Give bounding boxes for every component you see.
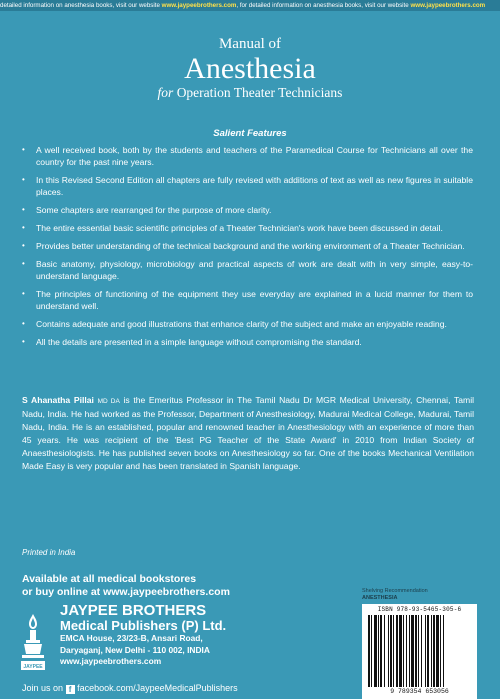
availability bbox=[22, 573, 230, 599]
book-subtitle bbox=[0, 85, 500, 101]
feature-item bbox=[22, 222, 473, 234]
bullet-icon: • bbox=[22, 259, 25, 268]
author-qualifications: MD DA bbox=[97, 398, 120, 405]
feature-item bbox=[22, 288, 473, 312]
bullet-icon: • bbox=[22, 241, 25, 250]
feature-text: Some chapters are rearranged for the purpose of more clarity. bbox=[36, 205, 272, 215]
subtitle-for: for bbox=[157, 85, 174, 100]
feature-text: A well received book, both by the students and teachers of the Paramedical Course for Technicians all over the country for the past nine years. bbox=[36, 145, 473, 167]
top-banner bbox=[0, 0, 500, 11]
publisher-name: JAYPEE BROTHERS bbox=[60, 602, 207, 619]
publisher-address-2: Daryaganj, New Delhi - 110 002, INDIA bbox=[60, 644, 210, 655]
author-bio bbox=[22, 394, 474, 473]
book-title: Anesthesia bbox=[184, 52, 316, 85]
feature-item bbox=[22, 144, 473, 168]
publisher-website[interactable]: www.jaypeebrothers.com bbox=[60, 656, 162, 666]
feature-item bbox=[22, 240, 473, 252]
shelving-recommendation bbox=[362, 588, 428, 602]
feature-text: Provides better understanding of the technical background and the working environment of a Theater Technician. bbox=[36, 241, 465, 251]
title-manual-of: Manual of bbox=[218, 36, 282, 52]
feature-text: All the details are presented in a simple language without compromising the standard. bbox=[36, 337, 362, 347]
bullet-icon: • bbox=[22, 175, 25, 184]
feature-item bbox=[22, 258, 473, 282]
bullet-icon: • bbox=[22, 319, 25, 328]
top-banner-text: detailed information on anesthesia books, visit our website bbox=[0, 2, 162, 9]
feature-text: In this Revised Second Edition all chapters are fully revised with additions of text as well as new figures in suitable places. bbox=[36, 175, 473, 197]
feature-item bbox=[22, 318, 473, 330]
author-bio-text: is the Emeritus Professor in The Tamil Nadu Dr MGR Medical University, Chennai, Tamil Nadu, India. He had worked as the Professor, Department of Anesthesiology, Madurai Medical College, Madurai, Tamil Nadu, India. He is an established, popular and renowned teacher in Anesthesiology with an experience of more than 45 years. He was recipient of the 'Best PG Teacher of the State Award' in 2010 from Indian Society of Anaesthesiologists. He has published seven books on Anesthesiology so far. One of the books Mechanical Ventilation Made Easy is very popular and has been translated in Spanish language. bbox=[22, 395, 475, 471]
publisher-block bbox=[60, 603, 300, 668]
publisher-logo-icon bbox=[20, 608, 46, 672]
feature-item bbox=[22, 336, 473, 348]
barcode bbox=[362, 604, 477, 699]
bullet-icon: • bbox=[22, 205, 25, 214]
publisher-address-1: EMCA House, 23/23-B, Ansari Road, bbox=[60, 633, 203, 643]
isbn-label: ISBN 978-93-5465-305-6 bbox=[377, 606, 462, 613]
availability-line-2: or buy online at www.jaypeebrothers.com bbox=[22, 586, 230, 598]
barcode-digits: 9 789354 653056 bbox=[390, 688, 449, 695]
publisher-name-2: Medical Publishers (P) Ltd. bbox=[60, 618, 227, 633]
social-join bbox=[22, 683, 238, 694]
title-block bbox=[0, 36, 500, 101]
barcode-bars-icon bbox=[368, 615, 471, 687]
feature-text: Contains adequate and good illustrations that enhance clarity of the subject and make an enjoyable reading. bbox=[36, 319, 447, 329]
shelving-label: Shelving Recommendation bbox=[362, 588, 428, 594]
feature-item bbox=[22, 174, 473, 198]
top-banner-url-2: www.jaypeebrothers.com bbox=[410, 2, 486, 9]
facebook-link[interactable]: facebook.com/JaypeeMedicalPublishers bbox=[77, 683, 238, 693]
bullet-icon: • bbox=[22, 289, 25, 298]
printed-in: Printed in India bbox=[22, 548, 76, 557]
bullet-icon: • bbox=[22, 145, 25, 154]
feature-text: The principles of functioning of the equipment they use everyday are explained in a lucid manner for them to understand well. bbox=[36, 289, 473, 311]
subtitle-text: Operation Theater Technicians bbox=[173, 85, 343, 100]
feature-text: The entire essential basic scientific principles of a Theater Technician's work have been discussed in detail. bbox=[36, 223, 443, 233]
join-text: Join us on bbox=[22, 683, 64, 693]
facebook-icon: f bbox=[66, 685, 75, 694]
top-banner-text-2: , for detailed information on anesthesia books, visit our website bbox=[236, 2, 411, 9]
feature-text: Basic anatomy, physiology, microbiology and practical aspects of work are dealt with in very simple, easy-to-understand language. bbox=[36, 259, 473, 281]
author-name: S Ahanatha Pillai bbox=[22, 395, 94, 405]
features-list bbox=[0, 144, 500, 354]
publisher-logo bbox=[20, 608, 46, 672]
bullet-icon: • bbox=[22, 223, 25, 232]
availability-line-1: Available at all medical bookstores bbox=[22, 573, 197, 585]
bullet-icon: • bbox=[22, 337, 25, 346]
salient-features-heading: Salient Features bbox=[213, 128, 287, 139]
top-banner-url: www.jaypeebrothers.com bbox=[161, 2, 237, 9]
feature-item bbox=[22, 204, 473, 216]
logo-label: JAYPEE bbox=[23, 664, 43, 670]
shelving-value: ANESTHESIA bbox=[362, 595, 398, 601]
